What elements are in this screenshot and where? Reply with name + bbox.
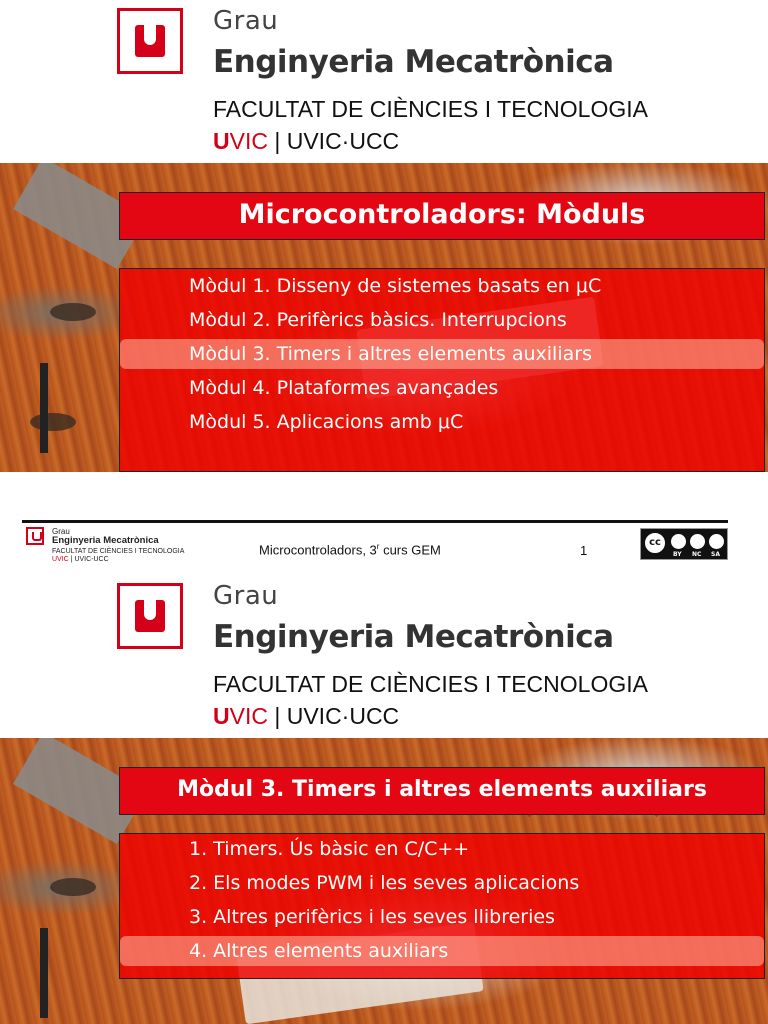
- faculty-label: FACULTAT DE CIÈNCIES I TECNOLOGIA: [213, 96, 648, 122]
- by-icon: [670, 533, 687, 550]
- slide-2: [0, 575, 768, 1024]
- footer-separator: [22, 520, 728, 523]
- cc-license-badge[interactable]: [640, 528, 728, 560]
- sa-icon: [708, 533, 725, 550]
- by-label: BY: [673, 551, 682, 558]
- uvic-u: U: [213, 703, 230, 729]
- module-4-item[interactable]: Mòdul 4. Plataformes avançades: [189, 377, 499, 399]
- slide2-menu: [119, 833, 765, 979]
- uvic-suffix: | UVIC·UCC: [267, 128, 400, 154]
- photo-pin: [40, 928, 48, 1018]
- slide-1: [0, 0, 768, 480]
- mini-grau: Grau: [52, 527, 70, 536]
- grau-label: Grau: [213, 6, 279, 36]
- mini-degree: Enginyeria Mecatrònica: [52, 535, 159, 546]
- topic-3-item[interactable]: 3. Altres perifèrics i les seves llibreries: [189, 906, 555, 928]
- slide1-menu: [119, 268, 765, 472]
- uvic-rest: VIC: [229, 703, 268, 729]
- faculty-label: FACULTAT DE CIÈNCIES I TECNOLOGIA: [213, 671, 648, 697]
- nc-label: NC: [692, 551, 702, 558]
- module-5-item[interactable]: Mòdul 5. Aplicacions amb μC: [189, 411, 464, 433]
- uvic-logo: [117, 583, 183, 649]
- degree-title: Enginyeria Mecatrònica: [213, 44, 614, 80]
- slide2-title: Mòdul 3. Timers i altres elements auxiliars: [119, 767, 765, 815]
- uvic-line: [213, 128, 399, 155]
- photo-hole: [50, 303, 96, 321]
- logo-u-icon: [135, 25, 165, 57]
- cc-icon: cc: [643, 531, 667, 555]
- footer-course: Microcontroladors, 3$^r$ curs GEM: [259, 542, 441, 558]
- uvic-u: U: [213, 128, 230, 154]
- uvic-line: [213, 703, 399, 730]
- uvic-rest: VIC: [229, 128, 268, 154]
- mini-uvic-logo: [26, 527, 44, 545]
- nc-icon: [689, 533, 706, 550]
- topic-1-item[interactable]: 1. Timers. Ús bàsic en C/C++: [189, 838, 470, 860]
- module-1-item[interactable]: Mòdul 1. Disseny de sistemes basats en μC: [189, 275, 602, 297]
- page-number: 1: [580, 543, 588, 558]
- module-3-item[interactable]: Mòdul 3. Timers i altres elements auxiliars: [120, 339, 764, 369]
- mini-uvic: UVIC | UVIC-UCC: [52, 556, 109, 563]
- sa-label: SA: [711, 551, 720, 558]
- topic-4-item[interactable]: 4. Altres elements auxiliars: [120, 936, 764, 966]
- grau-label: Grau: [213, 581, 279, 611]
- logo-u-icon: [135, 600, 165, 632]
- degree-title: Enginyeria Mecatrònica: [213, 619, 614, 655]
- slide1-title: Microcontroladors: Mòduls: [119, 192, 765, 240]
- uvic-suffix: | UVIC·UCC: [267, 703, 400, 729]
- topic-2-item[interactable]: 2. Els modes PWM i les seves aplicacions: [189, 872, 580, 894]
- photo-hole: [50, 878, 96, 896]
- uvic-logo: [117, 8, 183, 74]
- photo-hole: [30, 413, 76, 431]
- mini-faculty: FACULTAT DE CIÈNCIES I TECNOLOGIA: [52, 548, 185, 555]
- photo-pin: [40, 363, 48, 453]
- module-2-item[interactable]: Mòdul 2. Perifèrics bàsics. Interrupcions: [189, 309, 567, 331]
